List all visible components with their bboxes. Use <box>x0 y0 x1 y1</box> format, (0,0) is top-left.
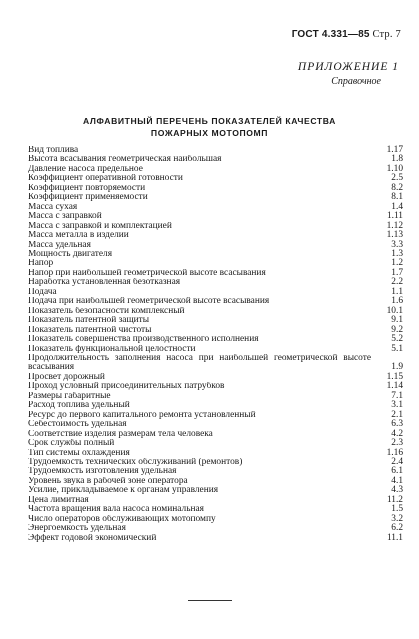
list-item <box>28 467 403 476</box>
indicator-name: Высота всасывания геометрическая наибольшая <box>28 155 222 165</box>
list-item <box>28 392 403 401</box>
indicator-name: Масса с заправкой и комплектацией <box>28 221 172 231</box>
indicator-clause: 4.1 <box>391 475 403 486</box>
list-item <box>28 430 403 439</box>
indicator-clause: 2.2 <box>391 277 403 288</box>
indicator-clause: 3.2 <box>391 513 403 524</box>
list-item <box>28 505 403 514</box>
indicator-name: Ресурс до первого капитального ремонта установленный <box>28 410 256 420</box>
indicator-name: Тип системы охлаждения <box>28 448 130 458</box>
list-item <box>28 354 403 373</box>
indicator-name: Коэффициент оперативной готовности <box>28 174 183 184</box>
indicator-name: Эффект годовой экономический <box>28 533 157 543</box>
list-item <box>28 259 403 268</box>
indicator-clause: 3.3 <box>391 239 403 250</box>
indicator-clause: 1.10 <box>386 163 403 174</box>
list-item <box>28 212 403 221</box>
list-item <box>28 278 403 287</box>
indicator-name: Энергоемкость удельная <box>28 524 126 534</box>
indicator-name: Масса с заправкой <box>28 212 102 222</box>
list-item <box>28 373 403 382</box>
document-title-line-2: ПОЖАРНЫХ МОТОПОМП <box>150 128 269 138</box>
indicator-name: Соответствие изделия размерам тела человека <box>28 429 213 439</box>
list-item <box>28 250 403 259</box>
indicator-clause: 5.1 <box>391 343 403 354</box>
list-item <box>28 345 403 354</box>
list-item <box>28 458 403 467</box>
list-item <box>28 326 403 335</box>
indicator-clause: 1.6 <box>391 296 403 307</box>
list-item <box>28 411 403 420</box>
indicator-clause: 5.2 <box>391 334 403 345</box>
list-item <box>28 401 403 410</box>
indicator-name: Срок службы полный <box>28 439 115 449</box>
indicator-clause: 1.4 <box>391 201 403 212</box>
indicator-clause: 6.1 <box>391 466 403 477</box>
indicator-name: Продолжительность заполнения насоса при наибольшей геометрической высоте всасывания <box>28 353 371 373</box>
list-item <box>28 316 403 325</box>
indicator-clause: 1.8 <box>391 154 403 165</box>
indicator-name: Масса металла в изделии <box>28 231 129 241</box>
indicator-clause: 2.3 <box>391 438 403 449</box>
list-item <box>28 449 403 458</box>
list-item <box>28 420 403 429</box>
indicator-name: Масса сухая <box>28 202 78 212</box>
indicator-name: Размеры габаритные <box>28 391 111 401</box>
appendix-title: ПРИЛОЖЕНИЕ 1 <box>297 61 399 73</box>
indicator-name: Показатель патентной чистоты <box>28 325 152 335</box>
page-header <box>292 29 401 40</box>
indicator-name: Коэффициент повторяемости <box>28 183 146 193</box>
indicator-name: Показатель совершенства производственного исполнения <box>28 335 259 345</box>
indicator-clause: 4.3 <box>391 485 403 496</box>
list-item <box>28 203 403 212</box>
indicator-name: Число операторов обслуживающих мотопомпу <box>28 514 216 524</box>
indicator-clause: 2.5 <box>391 173 403 184</box>
list-item <box>28 193 403 202</box>
footer-rule <box>188 600 232 601</box>
indicator-clause: 1.5 <box>391 504 403 515</box>
indicator-name: Усилие, прикладываемое к органам управления <box>28 486 219 496</box>
indicator-clause: 1.12 <box>386 220 403 231</box>
list-item <box>28 486 403 495</box>
list-item <box>28 222 403 231</box>
indicator-name: Просвет дорожный <box>28 372 105 382</box>
indicator-clause: 1.17 <box>386 145 403 155</box>
indicator-clause: 1.2 <box>391 258 403 269</box>
list-item <box>28 184 403 193</box>
indicator-name: Проход условный присоединительных патрубков <box>28 382 225 392</box>
list-item <box>28 146 403 155</box>
indicator-name: Мощность двигателя <box>28 249 113 259</box>
document-title-line-1: АЛФАВИТНЫЙ ПЕРЕЧЕНЬ ПОКАЗАТЕЛЕЙ КАЧЕСТВА <box>83 116 336 126</box>
indicator-clause: 6.2 <box>391 523 403 534</box>
indicator-clause: 1.9 <box>391 362 403 373</box>
list-item <box>28 241 403 250</box>
list-item <box>28 165 403 174</box>
indicator-clause: 1.15 <box>386 371 403 382</box>
indicator-name: Показатель патентной защиты <box>28 316 150 326</box>
indicator-clause: 2.1 <box>391 409 403 420</box>
indicator-name: Показатель безопасности комплексный <box>28 306 185 316</box>
indicator-clause: 6.3 <box>391 419 403 430</box>
appendix-subtitle: Справочное <box>331 76 381 87</box>
indicator-clause: 8.2 <box>391 182 403 193</box>
indicator-clause: 1.1 <box>391 286 403 297</box>
indicator-name: Подача при наибольшей геометрической высоте всасывания <box>28 297 270 307</box>
indicator-clause: 1.14 <box>386 381 403 392</box>
list-item <box>28 534 403 543</box>
indicator-name: Напор при наибольшей геометрической высоте всасывания <box>28 268 266 278</box>
list-item <box>28 288 403 297</box>
list-item <box>28 335 403 344</box>
indicator-clause: 1.13 <box>386 230 403 241</box>
document-title <box>40 115 379 139</box>
indicator-name: Трудоемкость изготовления удельная <box>28 467 177 477</box>
indicator-name: Показатель функциональной целостности <box>28 344 196 354</box>
list-item <box>28 524 403 533</box>
indicator-clause: 1.16 <box>386 447 403 458</box>
list-item <box>28 496 403 505</box>
indicator-name: Цена лимитная <box>28 495 89 505</box>
indicator-list <box>28 146 403 543</box>
list-item <box>28 477 403 486</box>
indicator-clause: 1.7 <box>391 267 403 278</box>
indicator-name: Напор <box>28 259 54 269</box>
indicator-clause: 1.3 <box>391 248 403 259</box>
list-item <box>28 155 403 164</box>
indicator-clause: 3.1 <box>391 400 403 411</box>
indicator-clause: 11.2 <box>386 494 403 505</box>
page-number: Стр. 7 <box>372 29 401 40</box>
list-item <box>28 269 403 278</box>
indicator-name: Наработка установленная безотказная <box>28 278 181 288</box>
indicator-clause: 1.11 <box>386 211 403 222</box>
list-item <box>28 174 403 183</box>
list-item <box>28 439 403 448</box>
indicator-name: Уровень звука в рабочей зоне оператора <box>28 476 188 486</box>
indicator-name: Коэффициент применяемости <box>28 193 148 203</box>
list-item <box>28 297 403 306</box>
indicator-clause: 11.1 <box>386 532 403 543</box>
list-item <box>28 515 403 524</box>
indicator-clause: 9.1 <box>391 315 403 326</box>
indicator-clause: 10.1 <box>386 305 403 316</box>
indicator-name: Масса удельная <box>28 240 91 250</box>
indicator-name: Себестоимость удельная <box>28 420 127 430</box>
indicator-clause: 4.2 <box>391 428 403 439</box>
indicator-clause: 8.1 <box>391 192 403 203</box>
indicator-name: Подача <box>28 287 57 297</box>
standard-number: ГОСТ 4.331—85 <box>291 29 370 40</box>
indicator-name: Частота вращения вала насоса номинальная <box>28 505 204 515</box>
indicator-name: Трудоемкость технических обслуживаний (ремонтов) <box>28 457 243 467</box>
indicator-clause: 2.4 <box>391 456 403 467</box>
indicator-name: Вид топлива <box>28 146 79 155</box>
indicator-clause: 9.2 <box>391 324 403 335</box>
list-item <box>28 307 403 316</box>
indicator-name: Давление насоса предельное <box>28 164 143 174</box>
list-item <box>28 382 403 391</box>
list-item <box>28 231 403 240</box>
indicator-clause: 7.1 <box>391 390 403 401</box>
appendix-block <box>298 61 399 87</box>
indicator-name: Расход топлива удельный <box>28 401 130 411</box>
